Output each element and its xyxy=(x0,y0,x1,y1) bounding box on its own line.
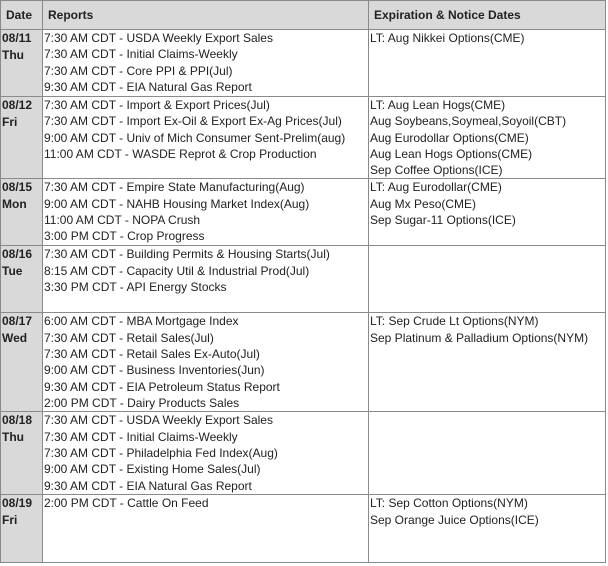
expiration-cell xyxy=(369,412,606,495)
table-row xyxy=(1,313,606,412)
header-date: Date xyxy=(1,1,43,30)
day-text: Tue xyxy=(2,264,23,279)
reports-cell xyxy=(43,495,369,563)
report-item: 7:30 AM CDT - Retail Sales Ex-Auto(Jul) xyxy=(44,347,260,362)
date-text: 08/11 xyxy=(2,31,32,45)
header-expiration: Expiration & Notice Dates xyxy=(369,1,606,30)
day-text: Fri xyxy=(2,513,18,528)
expiration-cell xyxy=(369,495,606,563)
table-row xyxy=(1,179,606,246)
date-text: 08/16 xyxy=(2,247,33,262)
report-item: 9:30 AM CDT - EIA Petroleum Status Report xyxy=(44,379,280,394)
report-item: 2:00 PM CDT - Cattle On Feed xyxy=(44,496,209,511)
date-text: 08/17 xyxy=(2,314,33,329)
expiration-item: LT: Aug Lean Hogs(CME) xyxy=(370,98,506,112)
report-item: 7:30 AM CDT - USDA Weekly Export Sales xyxy=(44,413,273,428)
report-item: 9:00 AM CDT - Univ of Mich Consumer Sent-Prelim(aug) xyxy=(44,130,346,145)
report-item: 7:30 AM CDT - Building Permits & Housing Starts(Jul) xyxy=(44,247,330,262)
reports-cell xyxy=(43,313,369,412)
expiration-cell xyxy=(369,313,606,412)
report-item: 9:00 AM CDT - Business Inventories(Jun) xyxy=(44,363,265,378)
date-cell xyxy=(1,495,43,563)
report-item: 7:30 AM CDT - Initial Claims-Weekly xyxy=(44,47,238,62)
reports-cell xyxy=(43,179,369,246)
report-item: 9:30 AM CDT - EIA Natural Gas Report xyxy=(44,478,252,493)
day-text: Thu xyxy=(2,48,24,62)
reports-cell xyxy=(43,246,369,313)
expiration-item: LT: Sep Cotton Options(NYM) xyxy=(370,496,528,511)
report-item: 7:30 AM CDT - Philadelphia Fed Index(Aug) xyxy=(44,446,278,461)
report-item: 6:00 AM CDT - MBA Mortgage Index xyxy=(44,314,239,329)
expiration-cell xyxy=(369,179,606,246)
expiration-cell xyxy=(369,246,606,313)
table-row xyxy=(1,30,606,97)
date-cell xyxy=(1,246,43,313)
report-item: 7:30 AM CDT - Retail Sales(Jul) xyxy=(44,330,214,345)
report-item: 3:30 PM CDT - API Energy Stocks xyxy=(44,280,227,295)
date-cell xyxy=(1,97,43,179)
date-text: 08/18 xyxy=(2,413,33,428)
expiration-item: LT: Aug Nikkei Options(CME) xyxy=(370,31,525,45)
day-text: Mon xyxy=(2,197,27,212)
report-item: 7:30 AM CDT - Import & Export Prices(Jul) xyxy=(44,98,270,112)
date-text: 08/15 xyxy=(2,180,33,195)
report-item: 9:00 AM CDT - Existing Home Sales(Jul) xyxy=(44,462,261,477)
day-text: Wed xyxy=(2,331,28,346)
expiration-item: Aug Mx Peso(CME) xyxy=(370,196,477,211)
date-cell xyxy=(1,30,43,97)
reports-cell xyxy=(43,97,369,179)
expiration-cell xyxy=(369,97,606,179)
report-item: 2:00 PM CDT - Dairy Products Sales xyxy=(44,395,240,410)
report-item: 7:30 AM CDT - Initial Claims-Weekly xyxy=(44,429,238,444)
report-item: 7:30 AM CDT - Core PPI & PPI(Jul) xyxy=(44,63,233,78)
table-header-row xyxy=(1,1,606,30)
report-item: 11:00 AM CDT - WASDE Reprot & Crop Production xyxy=(44,146,317,161)
report-item: 8:15 AM CDT - Capacity Util & Industrial Prod(Jul) xyxy=(44,263,310,278)
table-row xyxy=(1,246,606,313)
expiration-item: Sep Platinum & Palladium Options(NYM) xyxy=(370,330,589,345)
table-row xyxy=(1,412,606,495)
expiration-item: Sep Sugar-11 Options(ICE) xyxy=(370,213,516,228)
table-row xyxy=(1,97,606,179)
expiration-item: Sep Orange Juice Options(ICE) xyxy=(370,512,539,527)
expiration-item: LT: Sep Crude Lt Options(NYM) xyxy=(370,314,539,329)
expiration-item: Aug Soybeans,Soymeal,Soyoil(CBT) xyxy=(370,114,567,129)
reports-cell xyxy=(43,30,369,97)
report-item: 3:00 PM CDT - Crop Progress xyxy=(44,229,205,244)
day-text: Thu xyxy=(2,430,24,445)
day-text: Fri xyxy=(2,115,18,129)
date-cell xyxy=(1,313,43,412)
date-text: 08/19 xyxy=(2,496,33,511)
table-row xyxy=(1,495,606,563)
report-item: 7:30 AM CDT - Import Ex-Oil & Export Ex-Ag Prices(Jul) xyxy=(44,114,342,129)
expiration-cell xyxy=(369,30,606,97)
report-item: 9:30 AM CDT - EIA Natural Gas Report xyxy=(44,79,252,94)
reports-cell xyxy=(43,412,369,495)
expiration-item: Aug Eurodollar Options(CME) xyxy=(370,130,529,145)
date-cell xyxy=(1,412,43,495)
expiration-item: Aug Lean Hogs Options(CME) xyxy=(370,146,533,161)
report-item: 7:30 AM CDT - USDA Weekly Export Sales xyxy=(44,31,273,45)
date-cell xyxy=(1,179,43,246)
date-text: 08/12 xyxy=(2,98,33,112)
header-reports: Reports xyxy=(43,1,369,30)
report-item: 7:30 AM CDT - Empire State Manufacturing(Aug) xyxy=(44,180,305,195)
expiration-item: LT: Aug Eurodollar(CME) xyxy=(370,180,502,195)
report-item: 11:00 AM CDT - NOPA Crush xyxy=(44,213,201,228)
table-body xyxy=(1,30,606,563)
expiration-item: Sep Coffee Options(ICE) xyxy=(370,163,503,178)
report-item: 9:00 AM CDT - NAHB Housing Market Index(Aug) xyxy=(44,196,310,211)
